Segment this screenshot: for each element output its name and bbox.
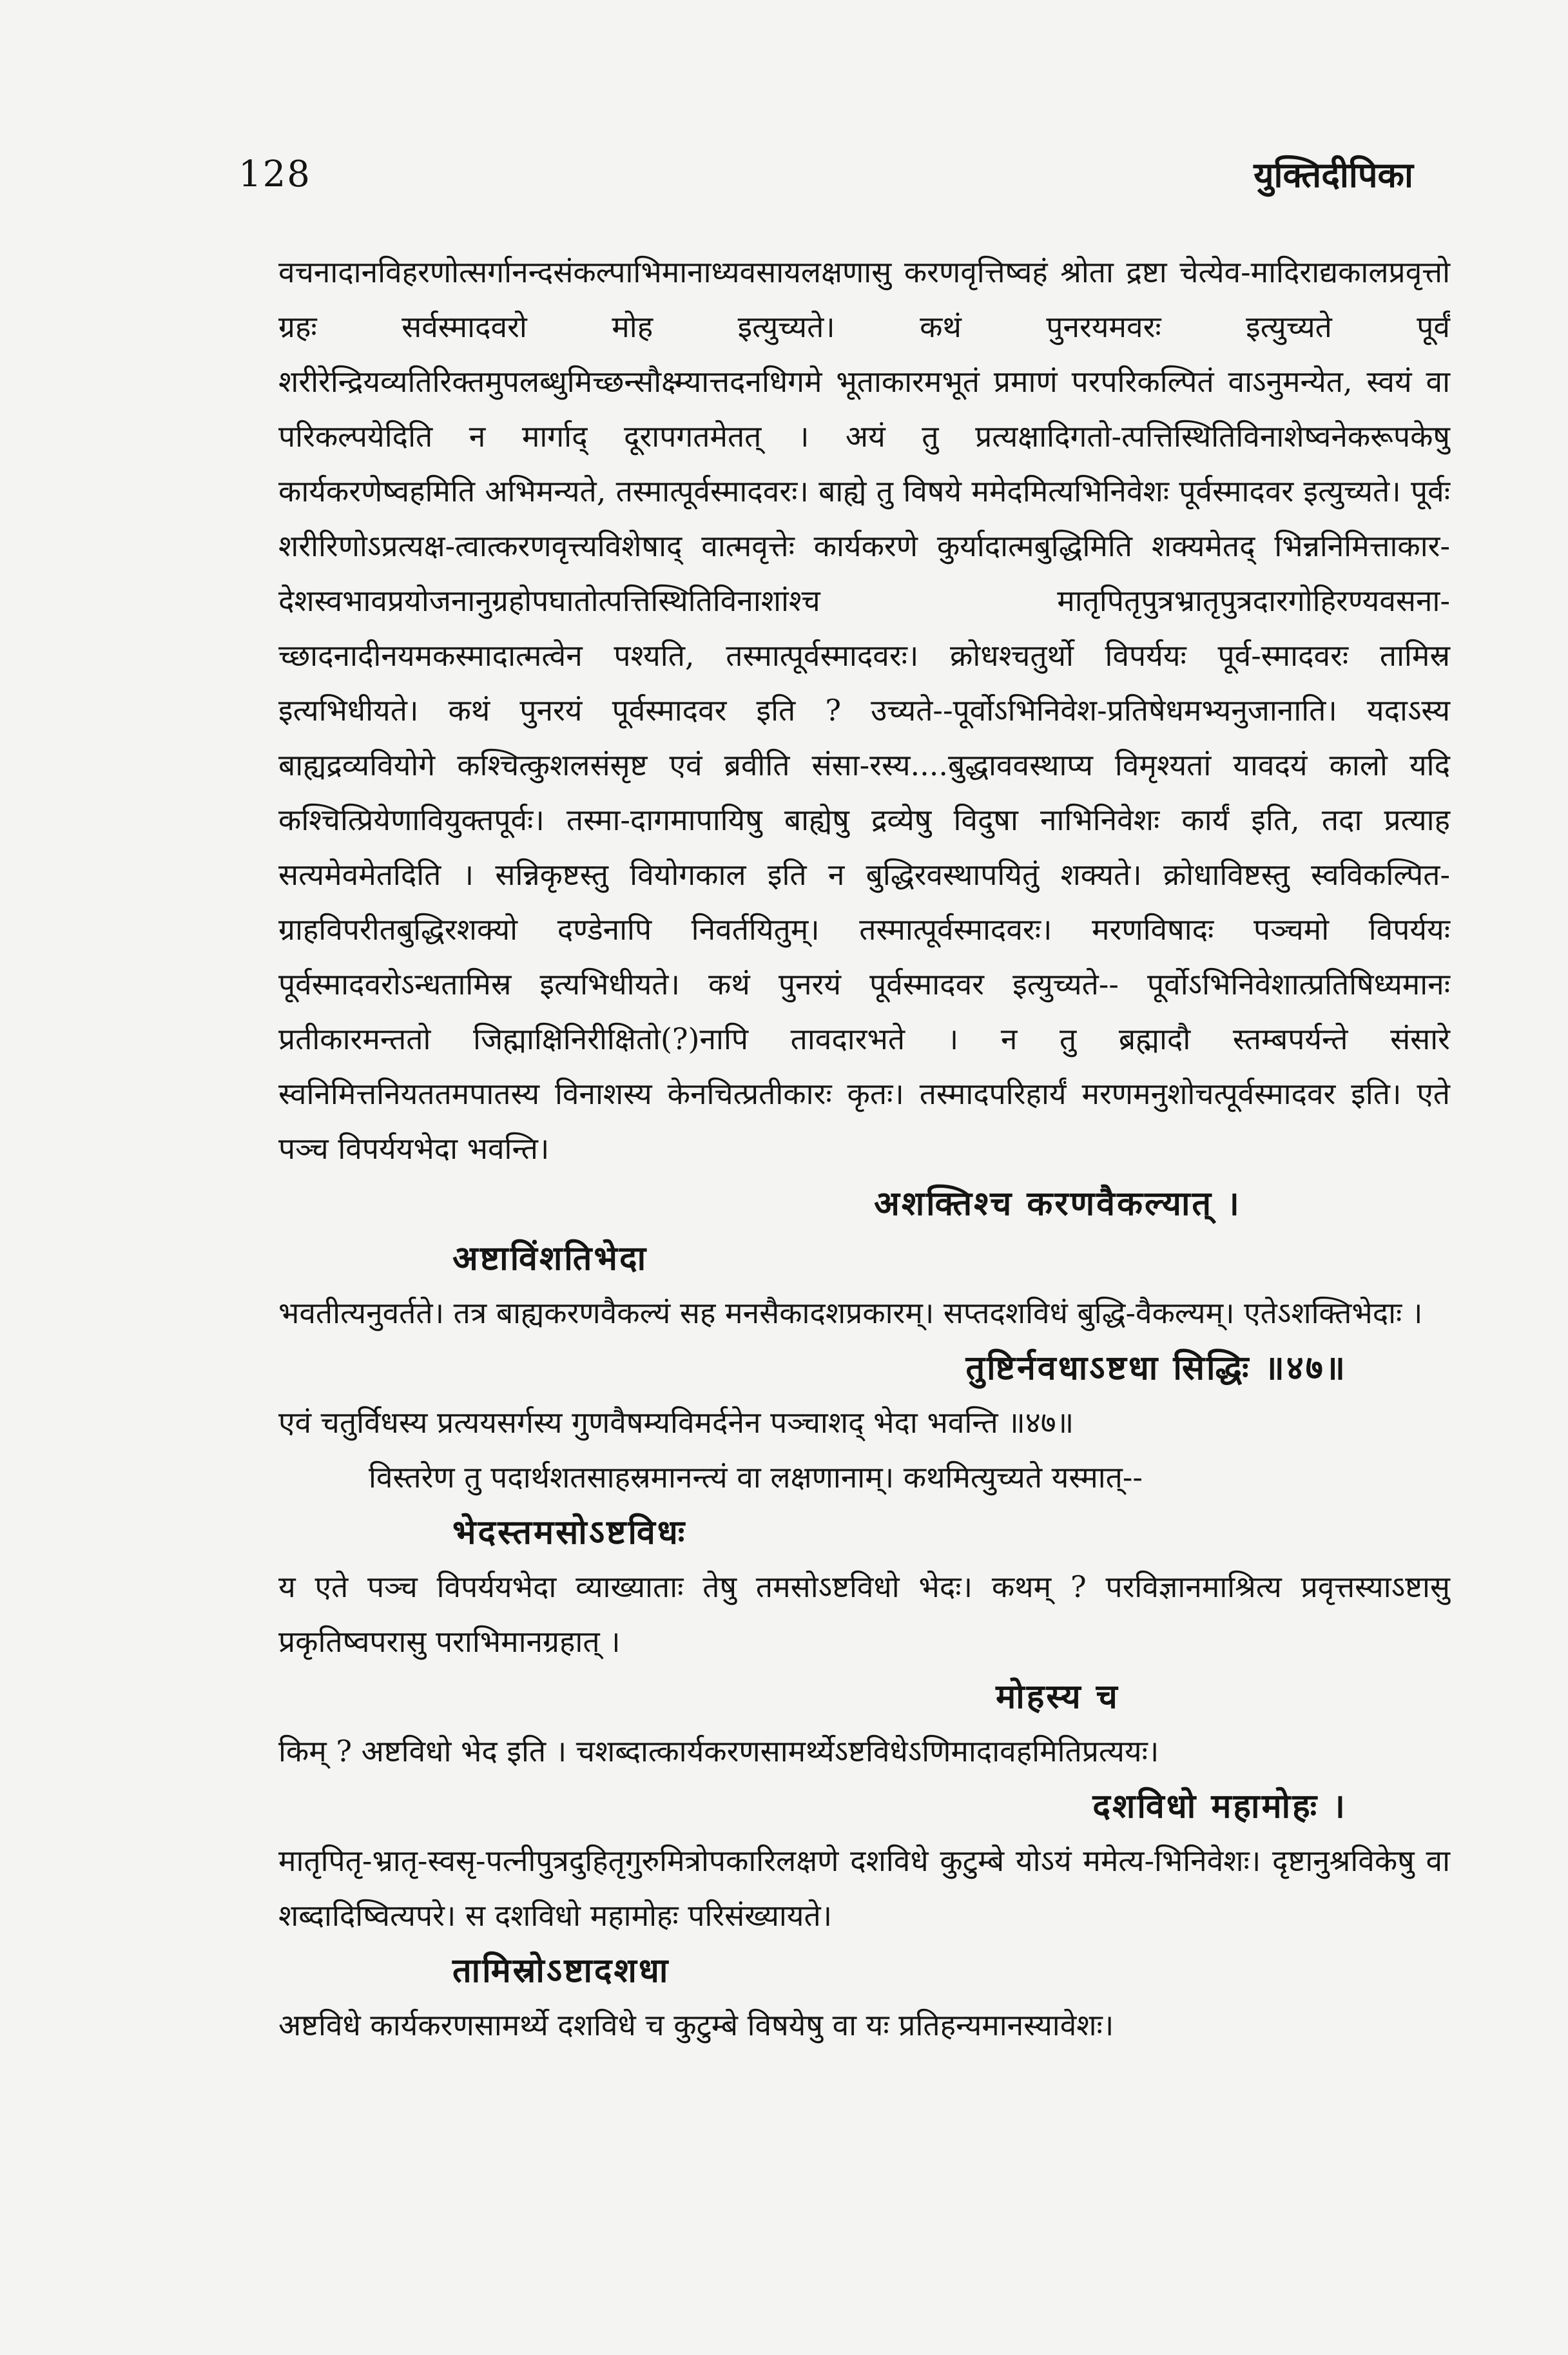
commentary-paragraph: एवं चतुर्विधस्य प्रत्ययसर्गस्य गुणवैषम्यविमर्दनेन पञ्चाशद् भेदा भवन्ति ॥४७॥	[278, 1405, 1074, 1440]
commentary-paragraph: वचनादानविहरणोत्सर्गानन्दसंकल्पाभिमानाध्यवसायलक्षणासु करणवृत्तिष्वहं श्रोता द्रष्टा चेत्येव-मादिराद्यकालप्रवृत्तो ग्रहः सर्वस्मादवरो मोह इत्युच्यते। कथं पुनरयमवरः इत्युच्यते पूर्वं शरीरेन्द्रियव्यतिरिक्तमुपलब्धुमिच्छन्सौक्ष्म्यात्तदनधिगमे भूताकारमभूतं प्रमाणं परपरिकल्पितं वाऽनुमन्येत, स्वयं वा परिकल्पयेदिति न मार्गाद् दूरापगतमेतत् । अयं तु प्रत्यक्षादिगतो-त्पत्तिस्थितिविनाशेष्वनेकरूपकेषु कार्यकरणेष्वहमिति अभिमन्यते, तस्मात्पूर्वस्मादवरः। बाह्ये तु विषये ममेदमित्यभिनिवेशः पूर्वस्मादवर इत्युच्यते। पूर्वः शरीरिणोऽप्रत्यक्ष-त्वात्करणवृत्त्यविशेषाद् वात्मवृत्तेः कार्यकरणे कुर्यादात्मबुद्धिमिति शक्यमेतद् भिन्ननिमित्ताकार-देशस्वभावप्रयोजनानुग्रहोपघातोत्पत्तिस्थितिविनाशांश्च मातृपितृपुत्रभ्रातृपुत्रदारगोहिरण्यवसना-च्छादनादीनयमकस्मादात्मत्वेन पश्यति, तस्मात्पूर्वस्मादवरः। क्रोधश्चतुर्थो विपर्ययः पूर्व-स्मादवरः तामिस्र इत्यभिधीयते। कथं पुनरयं पूर्वस्मादवर इति ? उच्यते--पूर्वोऽभिनिवेश-प्रतिषेधमभ्यनुजानाति। यदाऽस्य बाह्यद्रव्यवियोगे कश्चित्कुशलसंसृष्ट एवं ब्रवीति संसा-रस्य....बुद्धाववस्थाप्य विमृश्यतां यावदयं कालो यदि कश्चित्प्रियेणावियुक्तपूर्वः। तस्मा-दागमापायिषु बाह्येषु द्रव्येषु विदुषा नाभिनिवेशः कार्यं इति, तदा प्रत्याह सत्यमेवमेतदिति । सन्निकृष्टस्तु वियोगकाल इति न बुद्धिरवस्थापयितुं शक्यते। क्रोधाविष्टस्तु स्वविकल्पित-ग्राहविपरीतबुद्धिरशक्यो दण्डेनापि निवर्तयितुम्। तस्मात्पूर्वस्मादवरः। मरणविषादः पञ्चमो विपर्ययः पूर्वस्मादवरोऽन्धतामिस्र इत्यभिधीयते। कथं पुनरयं पूर्वस्मादवर इत्युच्यते-- पूर्वोऽभिनिवेशात्प्रतिषिध्यमानः प्रतीकारमन्ततो जिह्माक्षिनिरीक्षितो(?)नापि तावदारभते । न तु ब्रह्मादौ स्तम्बपर्यन्ते संसारे स्वनिमित्तनियततमपातस्य विनाशस्य केनचित्प्रतीकारः कृतः। तस्मादपरिहार्यं मरणमनुशोचत्पूर्वस्मादवर इति। एते पञ्च विपर्ययभेदा भवन्ति।	[278, 255, 1450, 1166]
commentary-paragraph: किम् ? अष्टविधो भेद इति । चशब्दात्कार्यकरणसामर्थ्येऽष्टविधेऽणिमादावहमितिप्रत्ययः।	[278, 1734, 1159, 1769]
karika-verse: मोहस्य च	[996, 1677, 1119, 1716]
karika-verse: दशविधो महामोहः ।	[1092, 1787, 1347, 1826]
commentary-paragraph: य एते पञ्च विपर्ययभेदा व्याख्याताः तेषु तमसोऽष्टविधो भेदः। कथम् ? परविज्ञानमाश्रित्य प्रवृत्तस्याऽष्टासु प्रकृतिष्वपरासु पराभिमानग्रहात् ।	[278, 1569, 1450, 1659]
commentary-paragraph: मातृपितृ-भ्रातृ-स्वसृ-पत्नीपुत्रदुहितृगुरुमित्रोपकारिलक्षणे दशविधे कुटुम्बे योऽयं ममेत्य-भिनिवेशः। दृष्टानुश्रविकेषु वा शब्दादिष्वित्यपरे। स दशविधो महामोहः परिसंख्यायते।	[278, 1843, 1450, 1933]
karika-verse: भेदस्तमसोऽष्टविधः	[452, 1513, 687, 1552]
commentary-paragraph: भवतीत्यनुवर्तते। तत्र बाह्यकरणवैकल्यं सह मनसैकादशप्रकारम्। सप्तदशविधं बुद्धि-वैकल्यम्। एतेऽशक्तिभेदाः ।	[278, 1295, 1423, 1330]
karika-verse: अष्टाविंशतिभेदा	[452, 1239, 648, 1278]
running-head-title: युक्तिदीपिका	[1253, 154, 1413, 195]
karika-verse: अशक्तिश्च करणवैकल्यात् ।	[874, 1184, 1241, 1223]
page-number: 128	[238, 153, 311, 195]
commentary-paragraph: विस्तरेण तु पदार्थशतसाहस्रमानन्त्यं वा लक्षणानाम्। कथमित्युच्यते यस्मात्--	[369, 1460, 1143, 1495]
karika-verse: तुष्टिर्नवधाऽष्टधा सिद्धिः ॥४७॥	[965, 1348, 1347, 1388]
karika-verse: तामिस्रोऽष्टादशधा	[452, 1951, 670, 1990]
commentary-body	[278, 245, 1450, 2053]
commentary-paragraph: अष्टविधे कार्यकरणसामर्थ्ये दशविधे च कुटुम्बे विषयेषु वा यः प्रतिहन्यमानस्यावेशः।	[278, 2008, 1114, 2042]
